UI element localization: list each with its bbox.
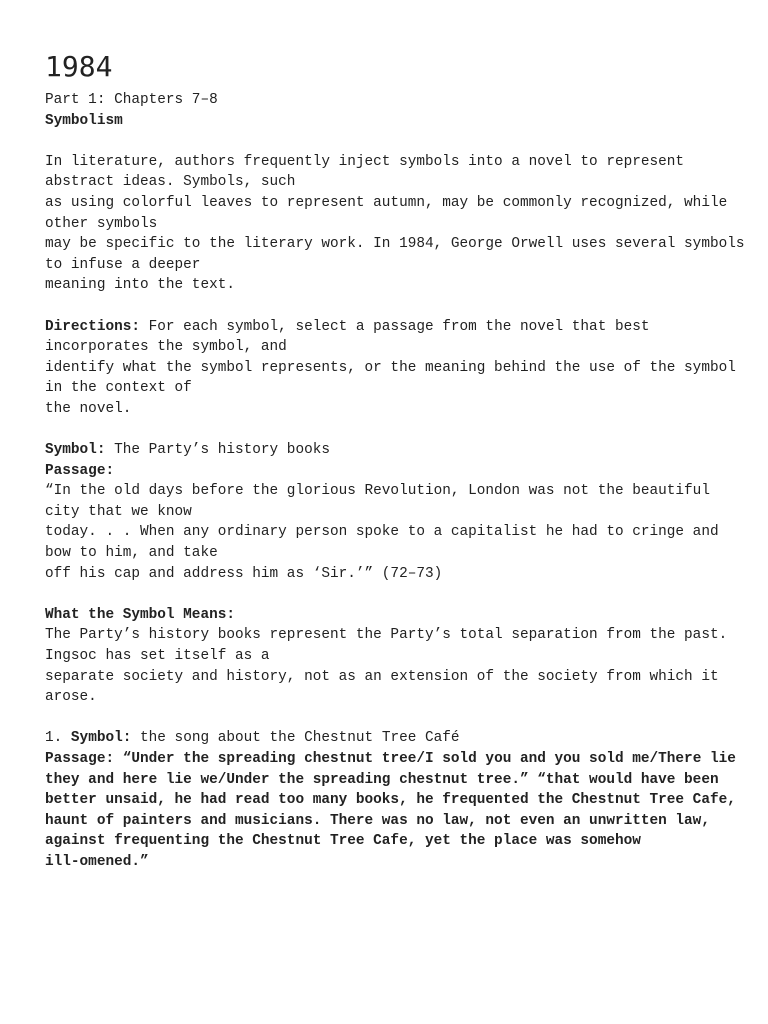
passage-line: they and here lie we/Under the spreading chestnut tree.” “that would have been	[45, 771, 719, 788]
document-body	[45, 90, 745, 873]
intro-line: In literature, authors frequently inject symbols into a novel to represent	[45, 153, 685, 170]
directions-paragraph	[45, 317, 735, 420]
passage-line: bow to him, and take	[45, 545, 218, 562]
meaning-line: Ingsoc has set itself as a	[45, 648, 270, 665]
symbol-item-1	[45, 728, 735, 872]
document-title: 1984	[45, 50, 113, 83]
symbol-text: the song about the Chestnut Tree Café	[131, 730, 460, 747]
meaning-label: What the Symbol Means:	[45, 606, 235, 623]
section-heading: Symbolism	[45, 112, 123, 129]
item-number: 1.	[45, 730, 71, 747]
intro-line: may be specific to the literary work. In 1984, George Orwell uses several symbols	[45, 236, 745, 253]
passage-line: off his cap and address him as ‘Sir.’” (72–73)	[45, 565, 443, 582]
meaning-line: The Party’s history books represent the Party’s total separation from the past.	[45, 627, 728, 644]
chapter-subtitle: Part 1: Chapters 7–8	[45, 92, 218, 108]
intro-line: meaning into the text.	[45, 277, 235, 294]
intro-line: abstract ideas. Symbols, such	[45, 174, 296, 191]
passage-line: better unsaid, he had read too many books, he frequented the Chestnut Tree Cafe,	[45, 792, 736, 809]
directions-line: the novel.	[45, 400, 132, 417]
passage-line: ill-omened.”	[45, 853, 149, 870]
symbol-label: Symbol:	[70, 730, 132, 747]
directions-text: For each symbol, select a passage from the novel that best	[140, 318, 650, 335]
intro-line: to infuse a deeper	[45, 256, 201, 273]
meaning-line: separate society and history, not as an extension of the society from which it	[45, 668, 719, 685]
passage-line: haunt of painters and musicians. There was no law, not even an unwritten law,	[45, 812, 710, 829]
passage-line: “In the old days before the glorious Revolution, London was not the beautiful	[45, 483, 710, 500]
intro-line: as using colorful leaves to represent autumn, may be commonly recognized, while	[45, 194, 728, 211]
intro-paragraph	[45, 152, 745, 296]
directions-line: in the context of	[45, 380, 192, 397]
passage-label: Passage:	[45, 751, 115, 767]
directions-line: identify what the symbol represents, or the meaning behind the use of the symbol	[45, 359, 736, 376]
example-symbol-block	[45, 440, 735, 708]
passage-line: against frequenting the Chestnut Tree Cafe, yet the place was somehow	[45, 833, 641, 850]
directions-line: incorporates the symbol, and	[45, 339, 287, 356]
passage-line: today. . . When any ordinary person spoke to a capitalist he had to cringe and	[45, 524, 719, 541]
symbol-label: Symbol:	[45, 442, 106, 459]
passage-line: city that we know	[45, 503, 192, 520]
passage-label: Passage:	[45, 462, 115, 479]
meaning-line: arose.	[45, 689, 97, 706]
intro-line: other symbols	[45, 215, 158, 232]
passage-text: “Under the spreading chestnut tree/I sold you and you sold me/There lie	[114, 751, 736, 767]
directions-label: Directions:	[45, 318, 140, 335]
symbol-text: The Party’s history books	[105, 442, 330, 459]
